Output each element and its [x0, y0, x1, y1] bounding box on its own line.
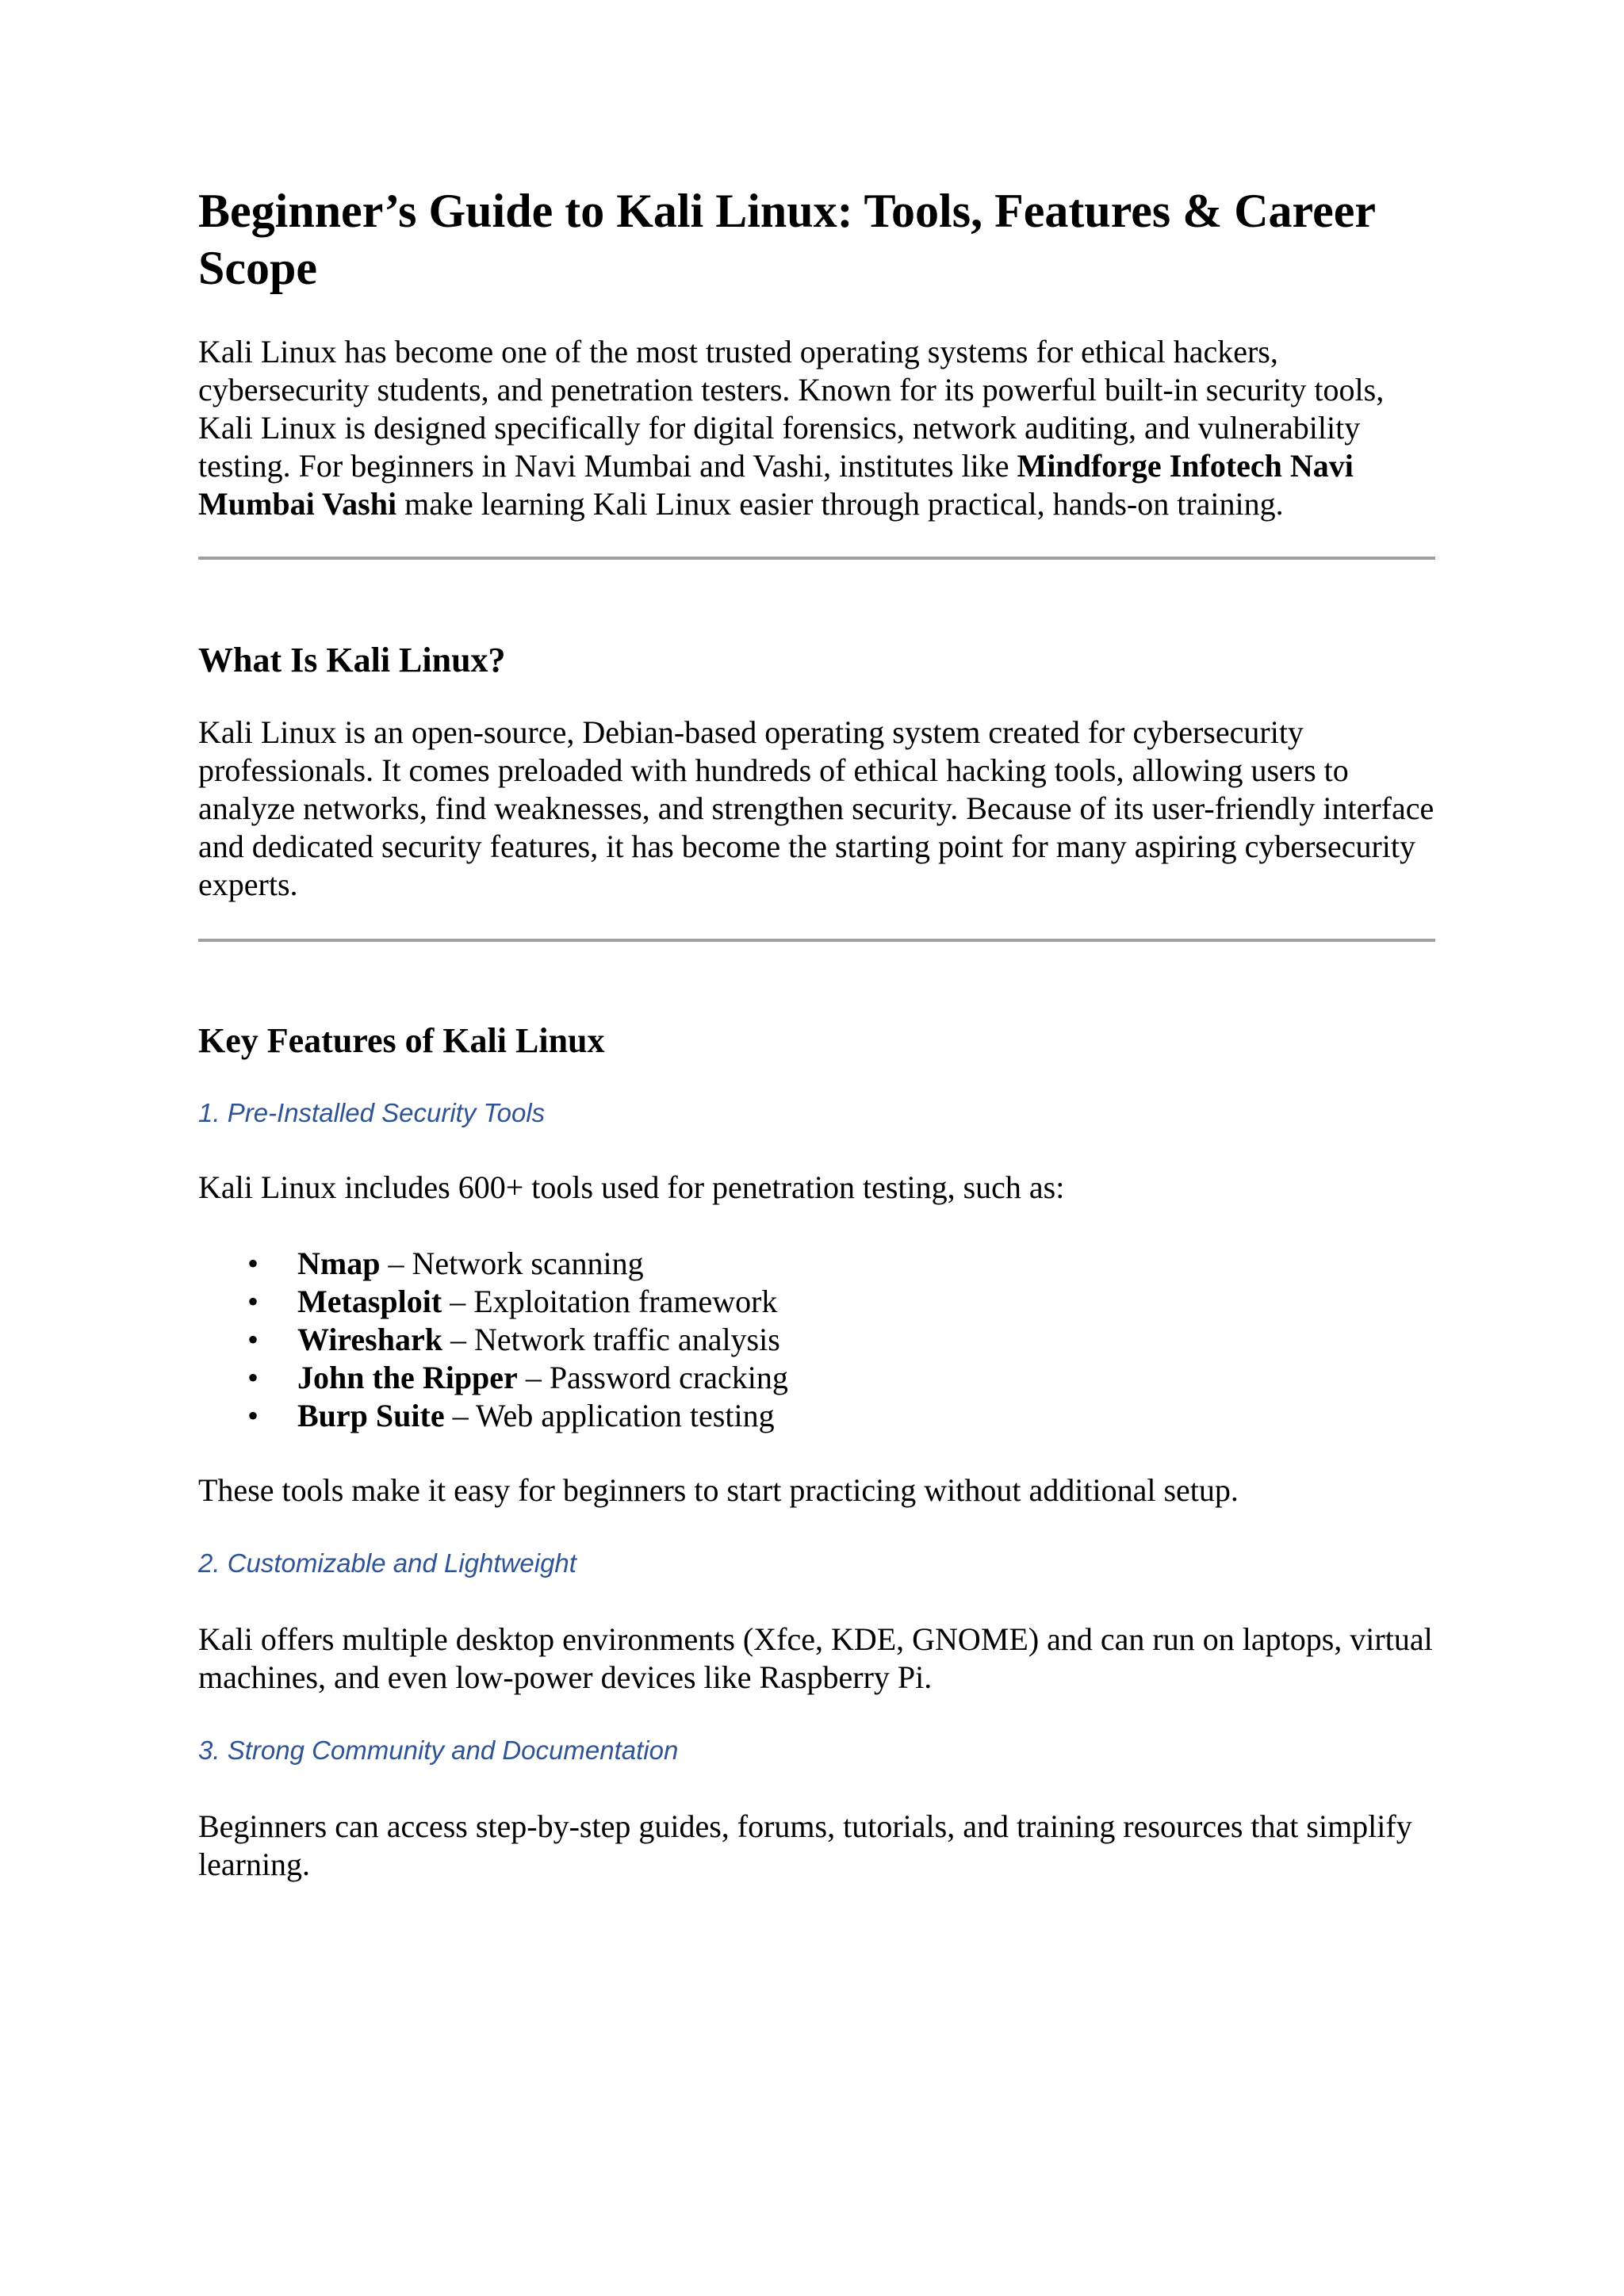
feature-subheading: 1. Pre-Installed Security Tools [198, 1098, 546, 1127]
feature-subheading: 3. Strong Community and Documentation [198, 1735, 679, 1765]
tool-description: – Network scanning [380, 1246, 644, 1281]
bullet-icon: • [247, 1360, 259, 1395]
section-divider [198, 557, 1435, 560]
what-is-paragraph: Kali Linux is an open-source, Debian-based operating system created for cybersecurity professionals. It comes preloaded with hundreds of ethical hacking tools, allowing users to analyze networks, find weaknesses, and strengthen security. Because of its user-friendly interface and dedicated security features, it has become the starting point for many aspiring cybersecurity experts. [198, 714, 1434, 902]
feature-subheading: 2. Customizable and Lightweight [198, 1548, 576, 1578]
feature-intro: Kali Linux includes 600+ tools used for penetration testing, such as: [198, 1169, 1065, 1205]
document-page [198, 182, 1435, 1884]
tools-list [198, 1245, 1435, 1435]
list-item [198, 1359, 1435, 1397]
tool-description: – Password cracking [517, 1360, 788, 1395]
bullet-icon: • [247, 1398, 259, 1433]
intro-institute-name: Mindforge Infotech Navi Mumbai Vashi [198, 448, 1354, 522]
document-title: Beginner’s Guide to Kali Linux: Tools, Features & Career Scope [198, 185, 1375, 294]
list-item [198, 1283, 1435, 1321]
section-divider [198, 939, 1435, 942]
bullet-icon: • [247, 1284, 259, 1319]
bullet-icon: • [247, 1322, 259, 1357]
intro-text-before: Kali Linux has become one of the most trusted operating systems for ethical hackers, cybersecurity students, and penetration testers. Known for its powerful built-in security tools, Kali Linux is designed specifically for digital forensics, network auditing, and vulnerability testing. For beginners in Navi Mumbai and Vashi, institutes like [198, 334, 1385, 484]
feature-paragraph: Beginners can access step-by-step guides, forums, tutorials, and training resources that simplify learning. [198, 1808, 1412, 1882]
intro-paragraph [198, 333, 1435, 523]
bullet-icon: • [247, 1246, 259, 1281]
tool-name: Wireshark [297, 1322, 442, 1357]
feature-outro: These tools make it easy for beginners to start practicing without additional setup. [198, 1472, 1239, 1508]
features-heading: Key Features of Kali Linux [198, 1021, 605, 1060]
tool-name: Nmap [297, 1246, 381, 1281]
tool-description: – Exploitation framework [442, 1284, 778, 1319]
tool-name: Metasploit [297, 1284, 442, 1319]
list-item [198, 1245, 1435, 1283]
tool-description: – Web application testing [444, 1398, 775, 1433]
tool-description: – Network traffic analysis [442, 1322, 780, 1357]
tool-name: Burp Suite [297, 1398, 445, 1433]
list-item [198, 1321, 1435, 1359]
intro-text-after: make learning Kali Linux easier through practical, hands-on training. [396, 486, 1284, 522]
list-item [198, 1397, 1435, 1435]
tool-name: John the Ripper [297, 1360, 518, 1395]
feature-paragraph: Kali offers multiple desktop environments (Xfce, KDE, GNOME) and can run on laptops, virtual machines, and even low-power devices like Raspberry Pi. [198, 1621, 1433, 1695]
what-is-heading: What Is Kali Linux? [198, 641, 506, 679]
